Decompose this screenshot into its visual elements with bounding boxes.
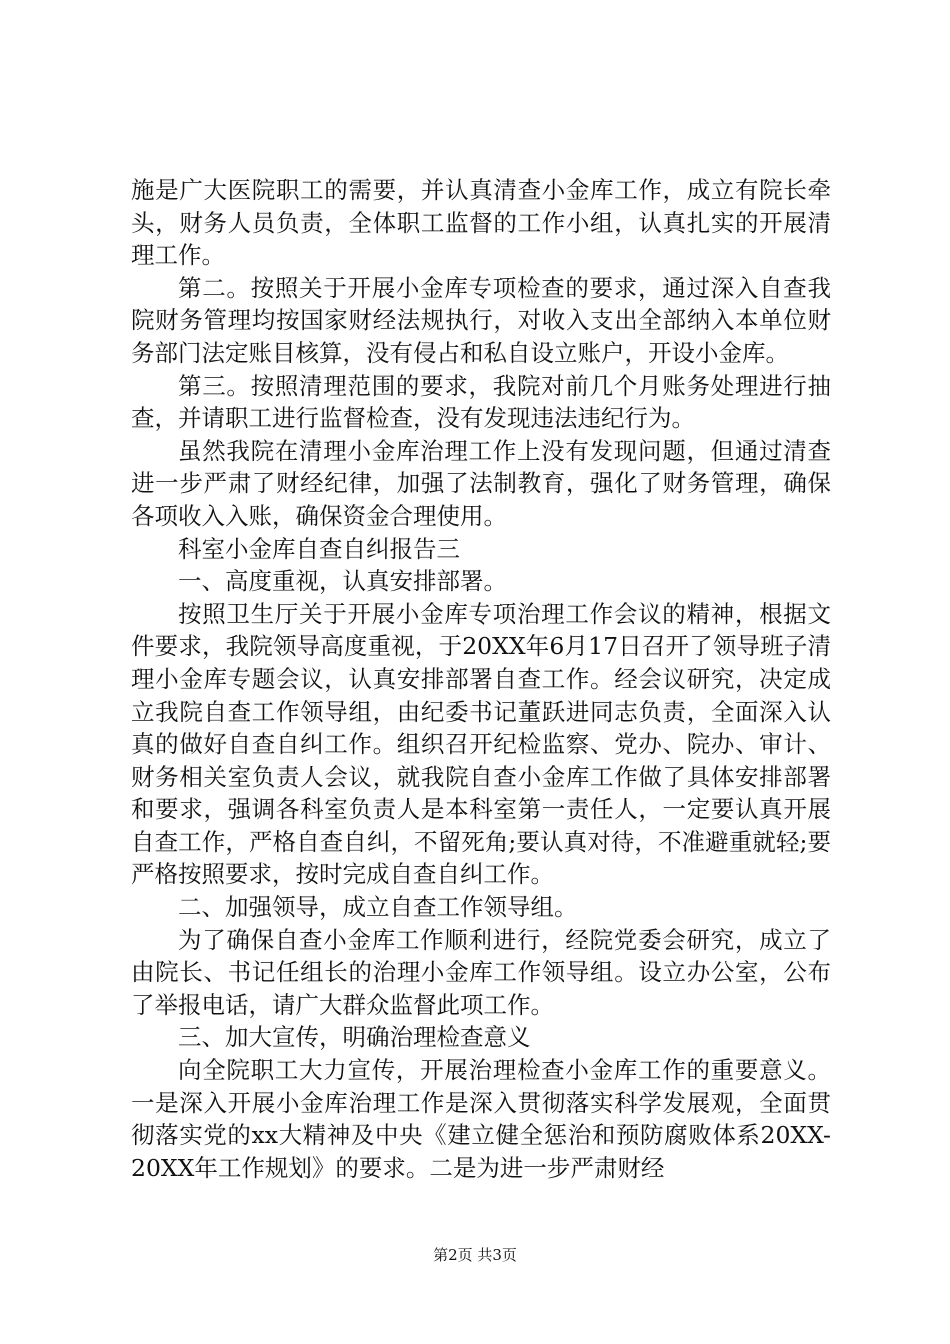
section-heading: 科室小金库自查自纠报告三: [178, 534, 460, 563]
section-heading: 三、加大宣传，明确治理检查意义: [178, 1023, 531, 1052]
section-heading: 一、高度重视，认真安排部署。: [178, 567, 507, 596]
paragraph: 虽然我院在清理小金库治理工作上没有发现问题，但通过清查进一步严肃了财经纪律，加强了法制教育，强化了财务管理，确保各项收入入账，确保资金合理使用。: [131, 436, 831, 530]
section-heading: 二、加强领导，成立自查工作领导组。: [178, 893, 578, 922]
paragraph: 向全院职工大力宣传，开展治理检查小金库工作的重要意义。一是深入开展小金库治理工作是深入贯彻落实科学发展观，全面贯彻落实党的xx大精神及中央《建立健全惩治和预防腐败体系20XX-20XX年工作规划》的要求。二是为进一步严肃财经: [131, 1056, 831, 1182]
page-number-footer: 第2页 共3页: [433, 1246, 517, 1264]
paragraph: 为了确保自查小金库工作顺利进行，经院党委会研究，成立了由院长、书记任组长的治理小金库工作领导组。设立办公室，公布了举报电话，请广大群众监督此项工作。: [131, 925, 831, 1019]
document-body: [131, 174, 831, 1184]
paragraph: 施是广大医院职工的需要，并认真清查小金库工作，成立有院长牵头，财务人员负责，全体职工监督的工作小组，认真扎实的开展清理工作。: [131, 176, 831, 270]
paragraph: 第三。按照清理范围的要求，我院对前几个月账务处理进行抽查，并请职工进行监督检查，没有发现违法违纪行为。: [131, 371, 831, 433]
paragraph: 第二。按照关于开展小金库专项检查的要求，通过深入自查我院财务管理均按国家财经法规执行，对收入支出全部纳入本单位财务部门法定账目核算，没有侵占和私自设立账户，开设小金库。: [131, 273, 831, 367]
paragraph: 按照卫生厅关于开展小金库专项治理工作会议的精神，根据文件要求，我院领导高度重视，于20XX年6月17日召开了领导班子清理小金库专题会议，认真安排部署自查工作。经会议研究，决定成立我院自查工作领导组，由纪委书记董跃进同志负责，全面深入认真的做好自查自纠工作。组织召开纪检监察、党办、院办、审计、财务相关室负责人会议，就我院自查小金库工作做了具体安排部署和要求，强调各科室负责人是本科室第一责任人，一定要认真开展自查工作，严格自查自纠，不留死角;要认真对待，不准避重就轻;要严格按照要求，按时完成自查自纠工作。: [131, 599, 831, 889]
